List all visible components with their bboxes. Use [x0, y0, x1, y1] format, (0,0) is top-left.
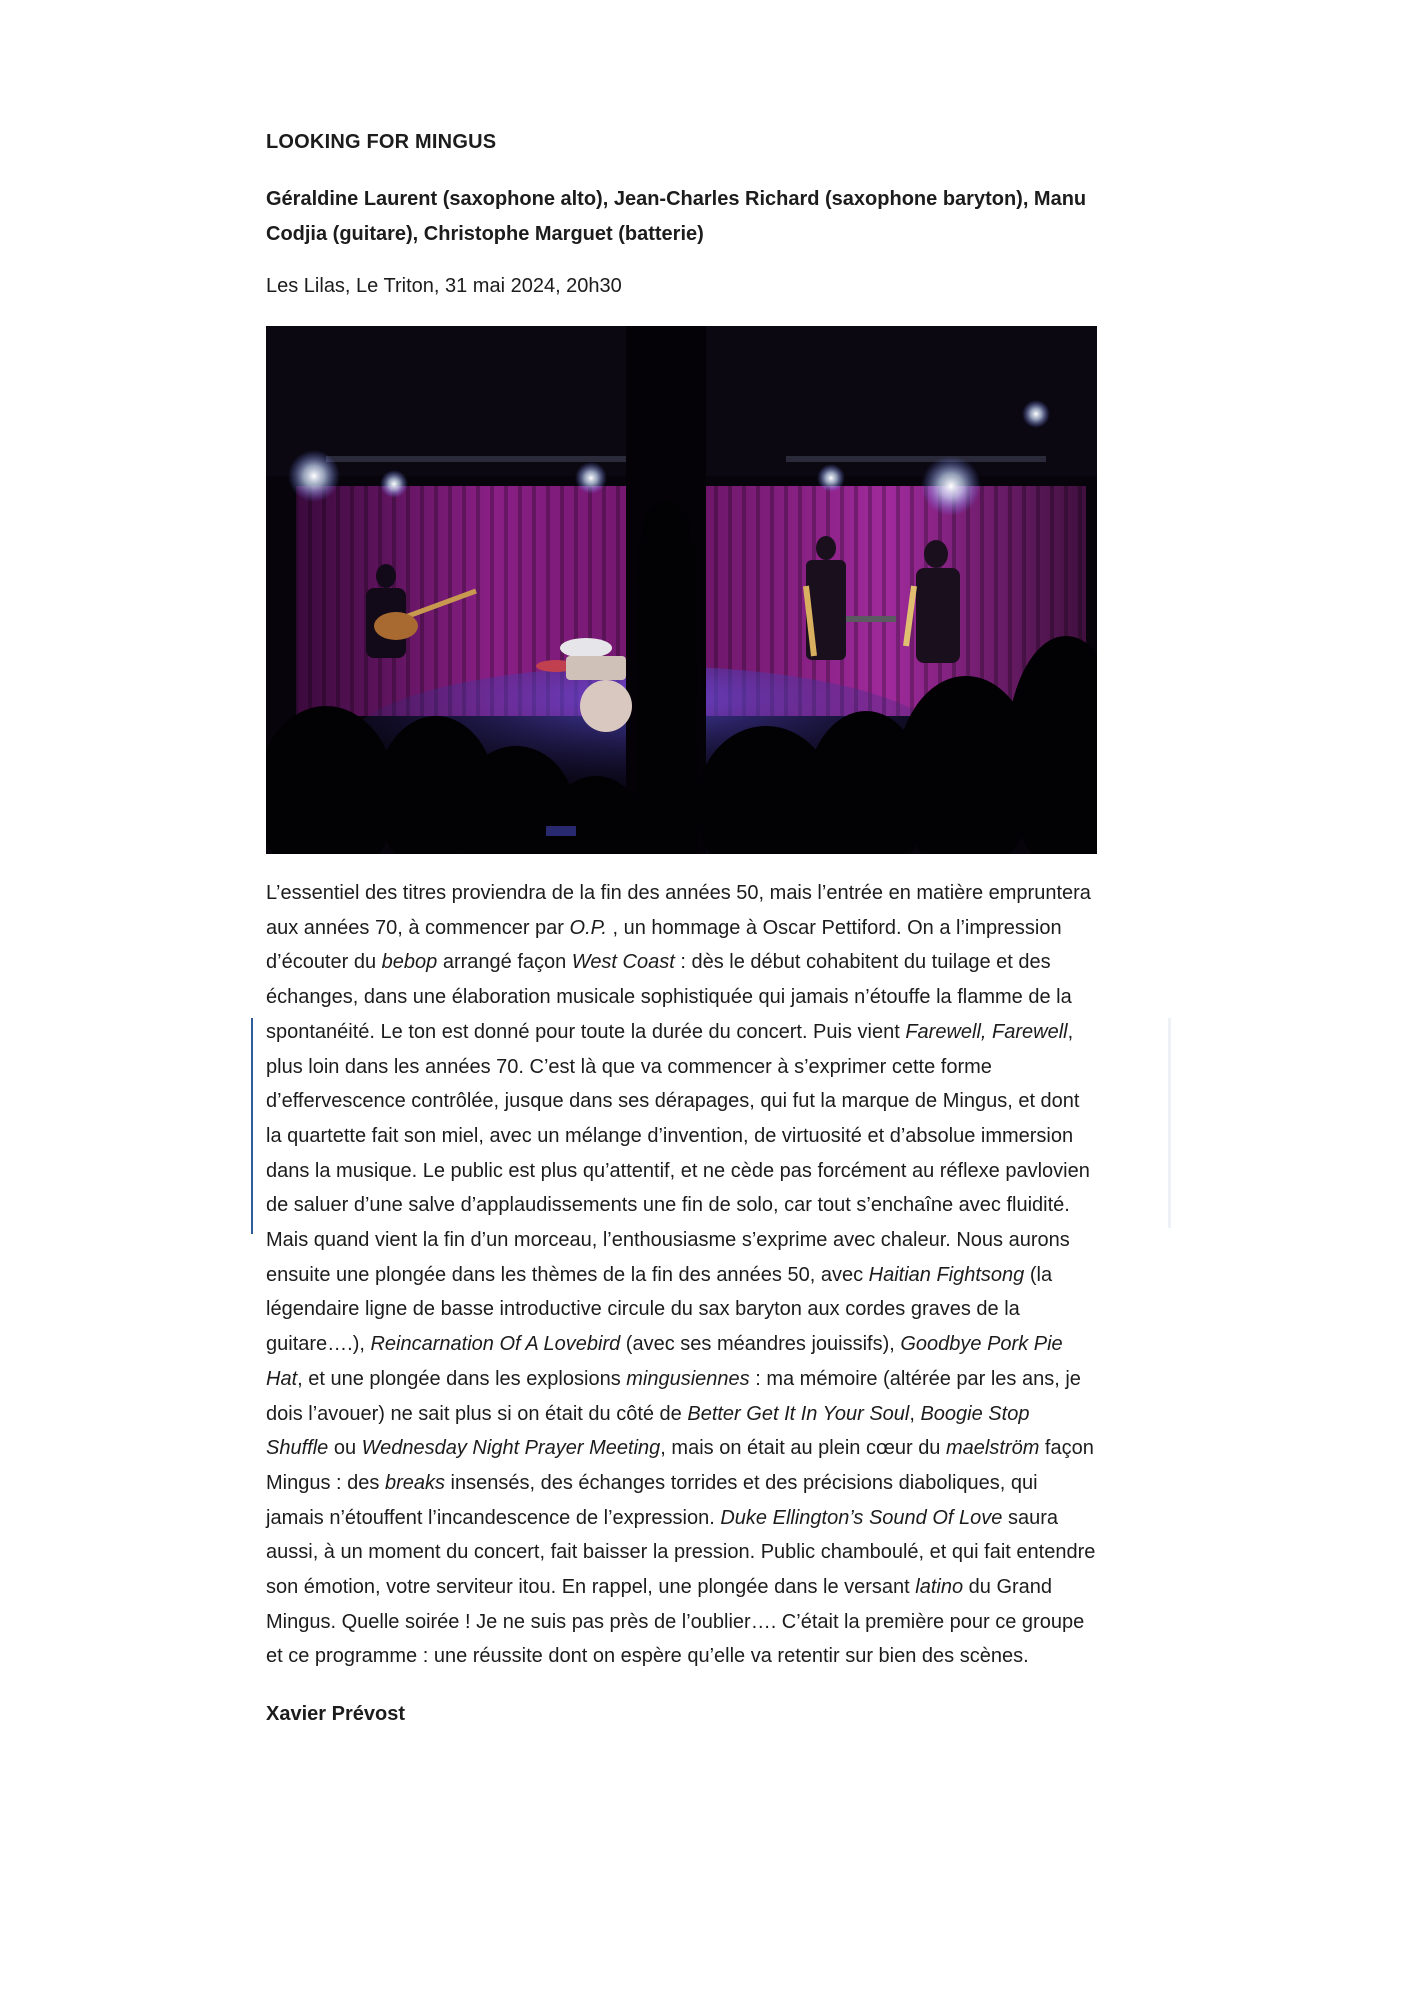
article-body — [266, 876, 1096, 1674]
article-title: LOOKING FOR MINGUS — [266, 131, 497, 153]
body-italic-segment: Boogie Stop Shuffle — [266, 1402, 1030, 1460]
body-italic-segment: Better Get It In Your Soul — [687, 1402, 910, 1425]
body-text-segment: façon Mingus : des — [266, 1437, 1094, 1494]
article-venue: Les Lilas, Le Triton, 31 mai 2024, 20h30 — [266, 275, 622, 297]
body-text-segment: insensés, des échanges torrides et des précisions diaboliques, qui jamais n’étouffent l’incandescence de l’expression. — [266, 1471, 1038, 1529]
body-text-segment: : dès le début cohabitent du tuilage et des échanges, dans une élaboration musicale sophistiquée qui jamais n’étouffe la flamme de la spontanéité. Le ton est donné pour toute la durée du concert. Puis vient — [266, 951, 1072, 1043]
body-italic-segment: breaks — [384, 1471, 445, 1494]
body-italic-segment: bebop — [381, 951, 438, 974]
body-italic-segment: O.P. — [569, 916, 607, 939]
body-text-segment: ou — [328, 1437, 362, 1460]
body-text-segment: , plus loin dans les années 70. C’est là que va commencer à s’exprimer cette forme d’effervescence contrôlée, jusque dans ses dérapages, qui fut la marque de Mingus, et dont la quartette fait son miel, avec un mélange d’invention, de virtuosité et d’absolue immersion dans la musique. Le public est plus qu’attentif, et ne cède pas forcément au réflexe pavlovien de saluer d’une salve d’applaudissements une fin de solo, car tout s’enchaîne avec fluidité. Mais quand vient la fin d’un morceau, l’enthousiasme s’exprime avec chaleur. Nous aurons ensuite une plongée dans les thèmes de la fin des années 50, avec — [266, 1020, 1090, 1286]
body-text-segment: , et une plongée dans les explosions — [297, 1367, 627, 1390]
body-text-segment: saura aussi, à un moment du concert, fait baisser la pression. Public chamboulé, et qui fait entendre son émotion, votre serviteur itou. En rappel, une plongée dans le versant — [266, 1506, 1096, 1599]
body-italic-segment: Goodbye Pork Pie Hat — [266, 1333, 1063, 1390]
body-italic-segment: West Coast — [571, 951, 675, 974]
right-faint-rule — [1168, 1018, 1171, 1228]
body-text-segment: L’essentiel des titres proviendra de la fin des années 50, mais l’entrée en matière empruntera aux années 70, à commencer par — [266, 882, 1091, 939]
body-text-segment: : ma mémoire (altérée par les ans, je dois l’avouer) ne sait plus si on était du côté de — [266, 1367, 1081, 1425]
body-italic-segment: latino — [915, 1576, 964, 1599]
body-italic-segment: Haitian Fightsong — [868, 1263, 1025, 1286]
body-text-segment: (la légendaire ligne de basse introductive circule du sax baryton aux cordes graves de la guitare….), — [266, 1263, 1053, 1356]
article — [266, 128, 1096, 1728]
body-text-segment: arrangé façon — [437, 951, 572, 974]
body-text-segment: , — [909, 1402, 921, 1425]
left-quote-bar — [251, 1018, 253, 1234]
body-italic-segment: maelström — [946, 1437, 1040, 1460]
article-credits: Géraldine Laurent (saxophone alto), Jean-Charles Richard (saxophone baryton), Manu Codjia (guitare), Christophe Marguet (batterie) — [266, 188, 1087, 245]
body-italic-segment: Farewell, Farewell — [905, 1020, 1068, 1043]
body-text-segment: du Grand Mingus. Quelle soirée ! Je ne suis pas près de l’oublier…. C’était la première pour ce groupe et ce programme : une réussite dont on espère qu’elle va retentir sur bien des scènes. — [266, 1576, 1085, 1668]
body-italic-segment: Duke Ellington’s Sound Of Love — [720, 1506, 1003, 1529]
body-text-segment: (avec ses méandres jouissifs), — [620, 1333, 901, 1356]
body-text-segment: , mais on était au plein cœur du — [660, 1437, 946, 1460]
article-author: Xavier Prévost — [266, 1703, 405, 1726]
body-italic-segment: mingusiennes — [626, 1367, 750, 1390]
body-text-segment: , un hommage à Oscar Pettiford. On a l’impression d’écouter du — [266, 916, 1062, 974]
body-italic-segment: Reincarnation Of A Lovebird — [370, 1333, 621, 1356]
concert-photo — [266, 326, 1097, 854]
body-italic-segment: Wednesday Night Prayer Meeting — [361, 1437, 661, 1460]
